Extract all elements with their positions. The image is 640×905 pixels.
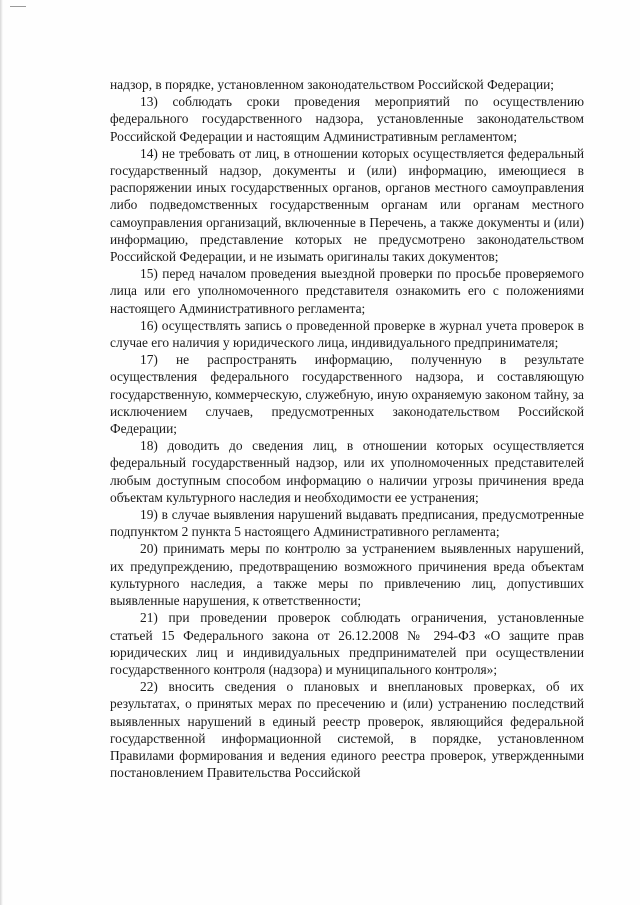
paragraph-item-16: 16) осуществлять запись о проведенной проверке в журнал учета проверок в случае его наличия у юридического лица, индивидуального предпринимателя; <box>110 317 584 351</box>
paragraph-item-20: 20) принимать меры по контролю за устранением выявленных нарушений, их предупреждению, предотвращению возможного причинения вреда объектам культурного наследия, а также меры по привлечению лиц, допустивших выявленные нарушения, к ответственности; <box>110 541 584 609</box>
paragraph-item-21: 21) при проведении проверок соблюдать ограничения, установленные статьей 15 Федерального закона от 26.12.2008 № 294-ФЗ «О защите прав юридических лиц и индивидуальных предпринимателей при осуществлении государственного контроля (надзора) и муниципального контроля»; <box>110 610 584 677</box>
paragraph-continuation: надзор, в порядке, установленном законодательством Российской Федерации; <box>110 77 555 92</box>
paragraph-item-14: 14) не требовать от лиц, в отношении которых осуществляется федеральный государственный надзор, документы и (или) информацию, имеющиеся в распоряжении иных государственных органов, органов местного самоуправления либо подведомственных государственным органам или органам местного самоуправления организаций, включенные в Перечень, а также документы и (или) информацию, представление которых не предусмотрено законодательством Российской Федерации, и не изымать оригиналы таких документов; <box>110 145 584 265</box>
document-body <box>110 76 584 781</box>
paragraph-item-17: 17) не распространять информацию, полученную в результате осуществления федерального государственного надзора, и составляющую государственную, коммерческую, служебную, иную охраняемую законом тайну, за исключением случаев, предусмотренных законодательством Российской Федерации; <box>110 352 584 437</box>
paragraph-item-22: 22) вносить сведения о плановых и внеплановых проверках, об их результатах, о принятых мерах по пресечению и (или) устранению последствий выявленных нарушений в единый реестр проверок, являющийся федеральной государственной информационной системой, в порядке, установленном Правилами формирования и ведения единого реестра проверок, утвержденными постановлением Правительства Российской <box>110 679 584 781</box>
paragraph-item-13: 13) соблюдать сроки проведения мероприятий по осуществлению федерального государственного надзора, установленные законодательством Российской Федерации и настоящим Административным регламентом; <box>110 94 584 144</box>
scan-mark <box>10 6 26 7</box>
scan-edge <box>0 0 3 905</box>
paragraph-item-15: 15) перед началом проведения выездной проверки по просьбе проверяемого лица или его уполномоченного представителя ознакомить его с положениями настоящего Административного регламента; <box>110 266 584 316</box>
paragraph-item-19: 19) в случае выявления нарушений выдавать предписания, предусмотренные подпунктом 2 пункта 5 настоящего Административного регламента; <box>110 507 584 540</box>
paragraph-item-18: 18) доводить до сведения лиц, в отношении которых осуществляется федеральный государственный надзор, или их уполномоченных представителей любым доступным способом информацию о наличии угрозы причинения вреда объектам культурного наследия и необходимости ее устранения; <box>110 438 584 505</box>
